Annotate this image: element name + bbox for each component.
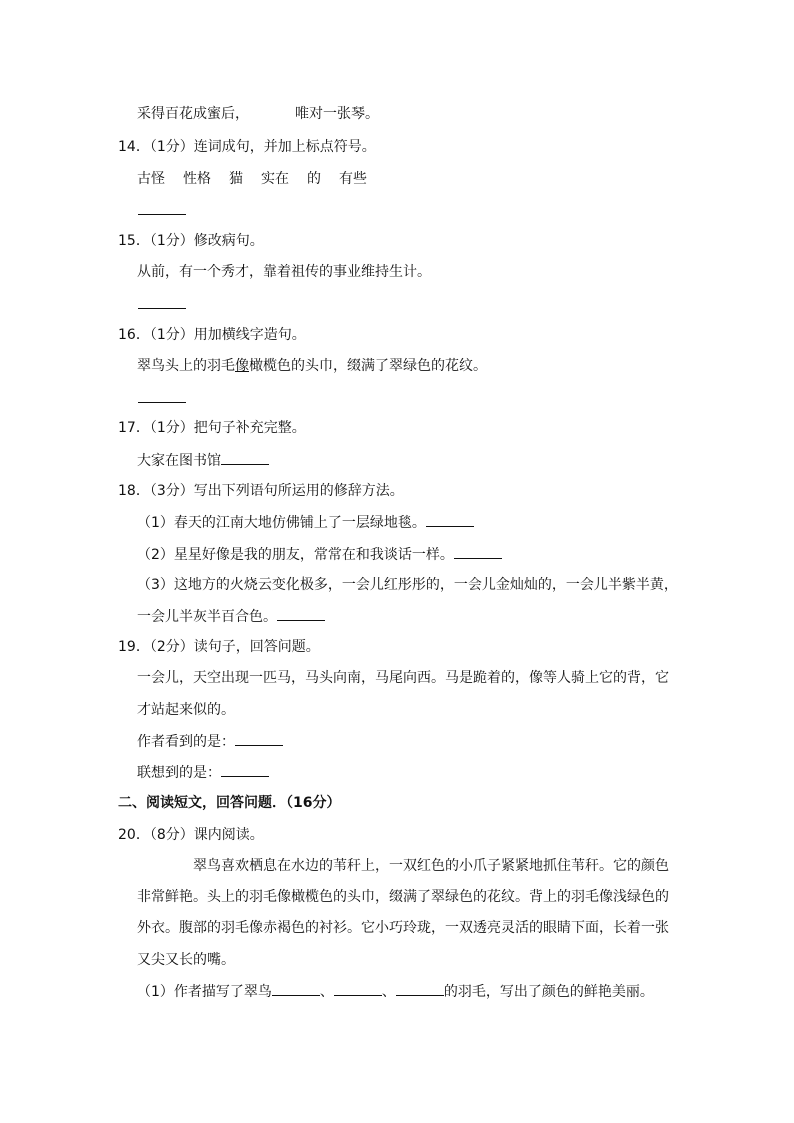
word-item: 性格 xyxy=(183,171,211,187)
answer-blank[interactable] xyxy=(272,981,320,996)
ask-text: 联想到的是： xyxy=(137,765,221,781)
question-19-line-1: 一会儿，天空出现一匹马，马头向南，马尾向西。马是跪着的，像等人骑上它的背，它 xyxy=(137,670,669,686)
answer-blank[interactable] xyxy=(221,762,269,777)
word-item: 有些 xyxy=(339,171,367,187)
question-20-title: 20．（8分）课内阅读。 xyxy=(118,827,264,843)
answer-blank[interactable] xyxy=(396,981,444,996)
ask-text: 作者看到的是： xyxy=(137,734,235,750)
question-14-words xyxy=(137,169,367,189)
question-19-ask-1 xyxy=(137,731,283,752)
section-heading: 二、阅读短文，回答问题．（16分） xyxy=(118,795,341,811)
answer-blank[interactable] xyxy=(138,402,186,403)
answer-blank[interactable] xyxy=(138,214,186,215)
word-item: 实在 xyxy=(261,171,289,187)
answer-blank[interactable] xyxy=(334,981,382,996)
answer-blank[interactable] xyxy=(426,512,474,527)
answer-blank[interactable] xyxy=(138,308,186,309)
item-text: 一会儿半灰半百合色。 xyxy=(137,609,277,625)
word-item: 的 xyxy=(307,171,321,187)
separator: 、 xyxy=(381,984,396,1000)
question-17-title: 17．（1分）把句子补充完整。 xyxy=(118,420,306,436)
question-14-title: 14．（1分）连词成句，并加上标点符号。 xyxy=(118,139,376,155)
poem-line xyxy=(137,104,379,124)
passage-line: 又尖又长的嘴。 xyxy=(137,952,235,968)
sub-text: 的羽毛，写出了颜色的鲜艳美丽。 xyxy=(443,984,654,1000)
item-text: （2）星星好像是我的朋友，常常在和我谈话一样。 xyxy=(137,547,454,563)
question-18-item-3: （3）这地方的火烧云变化极多，一会儿红彤彤的，一会儿金灿灿的，一会儿半紫半黄， xyxy=(137,577,678,593)
underlined-word: 像 xyxy=(235,358,249,374)
question-18-item-3-cont xyxy=(137,606,325,627)
sentence-text: 大家在图书馆 xyxy=(137,453,221,469)
answer-blank[interactable] xyxy=(221,450,269,465)
question-20-sub-1 xyxy=(137,981,654,1002)
question-18-item-2 xyxy=(137,544,502,565)
question-15-sentence: 从前，有一个秀才，靠着祖传的事业维持生计。 xyxy=(137,264,431,280)
word-item: 猫 xyxy=(229,171,243,187)
question-19-line-2: 才站起来似的。 xyxy=(137,702,235,718)
poem-line-part-b: 唯对一张琴。 xyxy=(295,106,379,122)
question-16-title: 16．（1分）用加横线字造句。 xyxy=(118,327,306,343)
answer-blank[interactable] xyxy=(454,544,502,559)
separator: 、 xyxy=(319,984,334,1000)
question-15-title: 15．（1分）修改病句。 xyxy=(118,233,264,249)
question-19-ask-2 xyxy=(137,762,269,783)
question-16-sentence xyxy=(137,356,487,376)
passage-line: 翠鸟喜欢栖息在水边的苇秆上，一双红色的小爪子紧紧地抓住苇秆。它的颜色 xyxy=(193,858,669,874)
question-17-sentence xyxy=(137,450,269,471)
sentence-part: 橄榄色的头巾，缀满了翠绿色的花纹。 xyxy=(249,358,487,374)
item-text: （1）春天的江南大地仿佛铺上了一层绿地毯。 xyxy=(137,515,426,531)
answer-blank[interactable] xyxy=(277,606,325,621)
word-item: 古怪 xyxy=(137,171,165,187)
passage-line: 非常鲜艳。头上的羽毛像橄榄色的头巾，缀满了翠绿色的花纹。背上的羽毛像浅绿色的 xyxy=(137,889,669,905)
sentence-part: 翠鸟头上的羽毛 xyxy=(137,358,235,374)
poem-line-part-a: 采得百花成蜜后， xyxy=(137,106,249,122)
question-19-title: 19．（2分）读句子，回答问题。 xyxy=(118,639,320,655)
passage-line: 外衣。腹部的羽毛像赤褐色的衬衫。它小巧玲珑，一双透亮灵活的眼睛下面，长着一张 xyxy=(137,920,669,936)
question-18-title: 18．（3分）写出下列语句所运用的修辞方法。 xyxy=(118,483,404,499)
question-18-item-1 xyxy=(137,512,474,533)
sub-text: （1）作者描写了翠鸟 xyxy=(137,984,272,1000)
answer-blank[interactable] xyxy=(235,731,283,746)
